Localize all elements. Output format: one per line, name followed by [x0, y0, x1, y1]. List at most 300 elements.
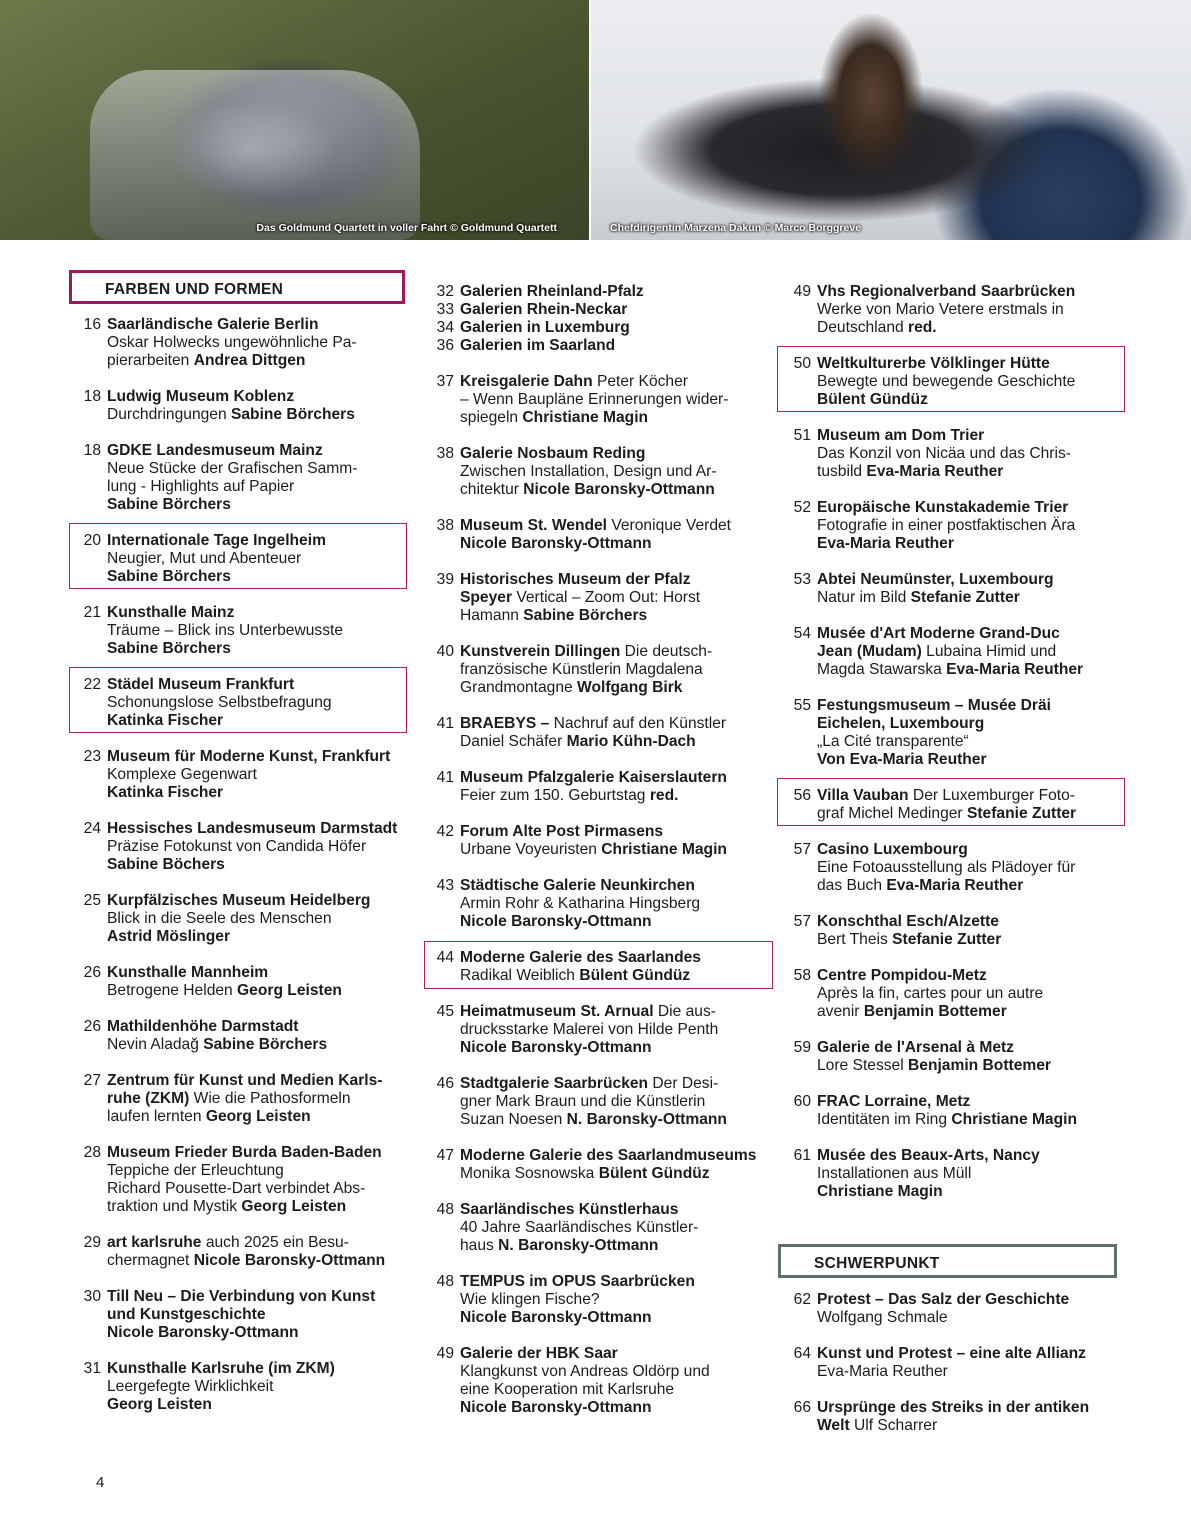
toc-entry-text: [107, 604, 343, 658]
toc-description: Wolfgang Schmale: [817, 1309, 948, 1326]
toc-entry-text: [817, 1345, 1086, 1381]
toc-page-number: 20: [83, 532, 101, 549]
toc-line: [107, 1306, 375, 1324]
toc-page-number: 29: [83, 1234, 101, 1251]
toc-description: französische Künstlerin Magdalena: [460, 661, 703, 678]
section-schwerpunkt: SCHWERPUNKT: [778, 1244, 1117, 1278]
toc-title-line: [460, 445, 717, 463]
toc-description: Das Konzil von Nicäa und das Chris-: [817, 445, 1071, 462]
toc-line: [817, 1003, 1043, 1021]
toc-page-number: 28: [83, 1144, 101, 1161]
toc-author: Nicole Baronsky-Ottmann: [460, 1399, 652, 1416]
toc-description: Die aus-: [653, 1003, 716, 1020]
toc-description: Daniel Schäfer: [460, 733, 567, 750]
toc-author: ruhe (ZKM): [107, 1090, 190, 1107]
toc-title: Galerien in Luxemburg: [460, 319, 630, 336]
toc-line: [817, 373, 1075, 391]
toc-description: Träume – Blick ins Unterbewusste: [107, 622, 344, 639]
caption-right: Chefdirigentin Marzena Dakun © Marco Borggreve: [610, 222, 862, 234]
toc-line: [460, 535, 731, 553]
toc-author: Bülent Gündüz: [598, 1165, 710, 1182]
toc-entry-text: [107, 676, 332, 730]
toc-title: Kunsthalle Mannheim: [107, 964, 269, 981]
toc-title-line: [460, 337, 615, 355]
toc-description: Neugier, Mut und Abenteuer: [107, 550, 302, 567]
toc-title: Villa Vauban: [817, 787, 909, 804]
toc-line: [817, 877, 1075, 895]
toc-title-line: [107, 1360, 335, 1378]
toc-description: haus: [460, 1237, 499, 1254]
toc-author: Nicole Baronsky-Ottmann: [460, 913, 652, 930]
toc-line: [817, 1417, 1089, 1435]
toc-title-line: [460, 1075, 727, 1093]
toc-line: [107, 784, 390, 802]
toc-title: Protest – Das Salz der Geschichte: [817, 1291, 1070, 1308]
toc-page-number: 38: [436, 517, 454, 534]
toc-entry-text: [817, 787, 1076, 823]
toc-title: Kunstverein Dillingen: [460, 643, 621, 660]
toc-entry-text: [817, 967, 1043, 1021]
toc-title-line: [817, 1345, 1086, 1363]
toc-page-number: 58: [793, 967, 811, 984]
toc-description: Fotografie in einer postfaktischen Ära: [817, 517, 1076, 534]
toc-author: Christiane Magin: [601, 841, 727, 858]
toc-description: Der Luxemburger Foto-: [908, 787, 1075, 804]
toc-page-number: 26: [83, 964, 101, 981]
toc-description: Klangkunst von Andreas Oldörp und: [460, 1363, 710, 1380]
toc-title: Museum am Dom Trier: [817, 427, 985, 444]
toc-title-line: [460, 949, 701, 967]
toc-title-line: [817, 841, 1075, 859]
toc-description: Ulf Scharrer: [849, 1417, 938, 1434]
toc-title: TEMPUS im OPUS Saarbrücken: [460, 1273, 695, 1290]
toc-author: Georg Leisten: [241, 1198, 347, 1215]
toc-line: [817, 1363, 1086, 1381]
toc-title: Saarländisches Künstlerhaus: [460, 1201, 679, 1218]
toc-description: Grandmontagne: [460, 679, 578, 696]
toc-line: [460, 1309, 695, 1327]
toc-description: graf Michel Medinger: [817, 805, 967, 822]
toc-entry-text: [817, 697, 1051, 769]
toc-description: „La Cité transparente“: [817, 733, 969, 750]
toc-title: Stadtgalerie Saarbrücken: [460, 1075, 649, 1092]
toc-title: Galerie de l'Arsenal à Metz: [817, 1039, 1014, 1056]
toc-title: Museum Frieder Burda Baden-Baden: [107, 1144, 382, 1161]
toc-author: Sabine Börchers: [107, 568, 231, 585]
page-number: 4: [96, 1474, 105, 1491]
toc-entry-text: [817, 355, 1075, 409]
toc-line: [107, 460, 357, 478]
toc-page-number: 51: [793, 427, 811, 444]
toc-description: Lubaina Himid und: [921, 643, 1057, 660]
toc-page-number: 16: [83, 316, 101, 333]
toc-description: Werke von Mario Vetere erstmals in: [817, 301, 1064, 318]
toc-page-number: 62: [793, 1291, 811, 1308]
toc-entry-text: [817, 1399, 1089, 1435]
toc-description: Veronique Verdet: [607, 517, 731, 534]
toc-author: Benjamin Bottemer: [863, 1003, 1007, 1020]
toc-line: [107, 1090, 383, 1108]
toc-description: eine Kooperation mit Karlsruhe: [460, 1381, 675, 1398]
toc-title: Museum Pfalzgalerie Kaiserslautern: [460, 769, 727, 786]
toc-entry-text: [460, 823, 727, 859]
toc-title-line: [107, 442, 357, 460]
toc-line: [460, 1021, 718, 1039]
toc-description: Präzise Fotokunst von Candida Höfer: [107, 838, 367, 855]
toc-description: drucksstarke Malerei von Hilde Penth: [460, 1021, 719, 1038]
toc-title-line: [107, 316, 357, 334]
toc-title: Museum für Moderne Kunst, Frankfurt: [107, 748, 391, 765]
toc-entry-text: [460, 283, 644, 301]
toc-title-line: [107, 1234, 385, 1252]
toc-title: Abtei Neumünster, Luxembourg: [817, 571, 1054, 588]
toc-author: Christiane Magin: [951, 1111, 1077, 1128]
toc-description: spiegeln: [460, 409, 523, 426]
toc-line: [460, 1165, 756, 1183]
toc-author: Sabine Börchers: [107, 496, 231, 513]
toc-description: Feier zum 150. Geburtstag: [460, 787, 650, 804]
toc-page-number: 41: [436, 769, 454, 786]
toc-title: Galerien Rheinland-Pfalz: [460, 283, 644, 300]
toc-author: Sabine Börchers: [230, 406, 355, 423]
toc-line: [460, 1363, 710, 1381]
toc-line: [107, 910, 370, 928]
toc-description: chermagnet: [107, 1252, 194, 1269]
toc-description: avenir: [817, 1003, 864, 1020]
toc-author: Speyer: [460, 589, 513, 606]
toc-line: [107, 1108, 383, 1126]
toc-line: [107, 982, 342, 1000]
toc-line: [460, 1237, 698, 1255]
toc-description: lung - Highlights auf Papier: [107, 478, 295, 495]
toc-entry-text: [107, 1360, 335, 1414]
toc-line: [817, 751, 1051, 769]
toc-entry-text: [460, 445, 717, 499]
toc-title: Kreisgalerie Dahn: [460, 373, 593, 390]
toc-author: Von Eva-Maria Reuther: [817, 751, 987, 768]
toc-line: [460, 1399, 710, 1417]
toc-entry-text: [460, 571, 700, 625]
toc-entry-text: [460, 301, 627, 319]
toc-line: [460, 1039, 718, 1057]
toc-page-number: 52: [793, 499, 811, 516]
toc-entry-text: [460, 643, 712, 697]
toc-author: Eva-Maria Reuther: [946, 661, 1084, 678]
toc-description: Identitäten im Ring: [817, 1111, 952, 1128]
toc-page-number: 64: [793, 1345, 811, 1362]
toc-title-line: [460, 1345, 710, 1363]
toc-page-number: 36: [436, 337, 454, 354]
toc-title-line: [817, 283, 1075, 301]
toc-title-line: [817, 625, 1083, 643]
toc-description: chitektur: [460, 481, 524, 498]
toc-entry-text: [817, 499, 1075, 553]
toc-line: [817, 1057, 1051, 1075]
toc-author: Christiane Magin: [817, 1183, 943, 1200]
toc-line: [460, 481, 717, 499]
toc-title-line: [107, 748, 390, 766]
toc-line: [817, 589, 1054, 607]
toc-title-line: [460, 823, 727, 841]
toc-title: Forum Alte Post Pirmasens: [460, 823, 664, 840]
toc-entry-text: [817, 571, 1054, 607]
toc-page-number: 41: [436, 715, 454, 732]
toc-page-number: 18: [83, 388, 101, 405]
toc-page-number: 66: [793, 1399, 811, 1416]
toc-description: Armin Rohr & Katharina Hingsberg: [460, 895, 701, 912]
toc-title-line: [817, 1093, 1077, 1111]
toc-description: Betrogene Helden: [107, 982, 238, 999]
toc-page-number: 18: [83, 442, 101, 459]
toc-title-line: [460, 571, 700, 589]
toc-description: traktion und Mystik: [107, 1198, 242, 1215]
toc-title: Weltkulturerbe Völklinger Hütte: [817, 355, 1050, 372]
toc-title: Saarländische Galerie Berlin: [107, 316, 319, 333]
toc-page-number: 60: [793, 1093, 811, 1110]
toc-title-line: [107, 676, 332, 694]
toc-line: [817, 1165, 1040, 1183]
toc-line: [460, 733, 726, 751]
toc-page-number: 22: [83, 676, 101, 693]
toc-title: Moderne Galerie des Saarlandmuseums: [460, 1147, 757, 1164]
toc-author: Eichelen, Luxembourg: [817, 715, 985, 732]
toc-line: [107, 1036, 327, 1054]
toc-description: Radikal Weiblich: [460, 967, 580, 984]
toc-author: N. Baronsky-Ottmann: [566, 1111, 727, 1128]
toc-title: Till Neu – Die Verbindung von Kunst: [107, 1288, 376, 1305]
toc-line: [107, 928, 370, 946]
toc-title: Centre Pompidou-Metz: [817, 967, 987, 984]
toc-page-number: 37: [436, 373, 454, 390]
caption-left: Das Goldmund Quartett in voller Fahrt © Goldmund Quartett: [256, 222, 557, 234]
toc-page-number: 59: [793, 1039, 811, 1056]
toc-title: Galerie Nosbaum Reding: [460, 445, 646, 462]
toc-page-number: 47: [436, 1147, 454, 1164]
toc-entry-text: [817, 427, 1071, 481]
toc-description: Schonungslose Selbstbefragung: [107, 694, 332, 711]
toc-line: [817, 1309, 1069, 1327]
toc-page-number: 53: [793, 571, 811, 588]
toc-description: Vertical – Zoom Out: Horst: [512, 589, 701, 606]
toc-entry-text: [460, 1147, 756, 1183]
toc-author: Sabine Börchers: [523, 607, 648, 624]
toc-title-line: [460, 517, 731, 535]
toc-title: Ursprünge des Streiks in der antiken: [817, 1399, 1090, 1416]
toc-title-line: [460, 1201, 698, 1219]
toc-title-line: [460, 283, 644, 301]
toc-title-line: [460, 1147, 756, 1165]
toc-page-number: 43: [436, 877, 454, 894]
toc-description: Hamann: [460, 607, 524, 624]
toc-entry-text: [460, 877, 700, 931]
toc-line: [817, 301, 1075, 319]
toc-page-number: 48: [436, 1201, 454, 1218]
toc-description: Neue Stücke der Grafischen Samm-: [107, 460, 358, 477]
toc-author: Stefanie Zutter: [910, 589, 1020, 606]
toc-entry-text: [107, 1288, 375, 1342]
toc-title: Heimatmuseum St. Arnual: [460, 1003, 654, 1020]
toc-title: FRAC Lorraine, Metz: [817, 1093, 971, 1110]
toc-entry-text: [460, 1003, 718, 1057]
toc-description: gner Mark Braun und die Künstlerin: [460, 1093, 706, 1110]
toc-description: Après la fin, cartes pour un autre: [817, 985, 1044, 1002]
toc-entry-text: [817, 625, 1083, 679]
toc-entry-text: [107, 316, 357, 370]
toc-author: Astrid Möslinger: [107, 928, 231, 945]
toc-description: Zwischen Installation, Design und Ar-: [460, 463, 717, 480]
toc-author: Bülent Gündüz: [817, 391, 928, 408]
toc-title-line: [107, 820, 397, 838]
toc-line: [460, 967, 701, 985]
toc-line: [817, 715, 1051, 733]
toc-entry-text: [817, 1147, 1040, 1201]
toc-line: [817, 319, 1075, 337]
toc-title: art karlsruhe: [107, 1234, 202, 1251]
toc-line: [107, 550, 326, 568]
toc-page-number: 34: [436, 319, 454, 336]
toc-line: [817, 805, 1076, 823]
toc-line: [817, 517, 1075, 535]
toc-line: [460, 1381, 710, 1399]
toc-page-number: 48: [436, 1273, 454, 1290]
photo-goldmund-quartett: [0, 0, 589, 240]
toc-title: Festungsmuseum – Musée Dräi: [817, 697, 1051, 714]
car-shape: [90, 70, 420, 240]
toc-line: [107, 334, 357, 352]
toc-title-line: [817, 913, 1001, 931]
toc-page-number: 61: [793, 1147, 811, 1164]
toc-description: 40 Jahre Saarländisches Künstler-: [460, 1219, 699, 1236]
toc-author: Georg Leisten: [205, 1108, 311, 1125]
toc-title-line: [107, 1072, 383, 1090]
toc-title-line: [107, 388, 355, 406]
photo-conductor: [591, 0, 1191, 240]
toc-entry-text: [460, 319, 630, 337]
toc-author: red.: [908, 319, 937, 336]
toc-entry-text: [107, 748, 390, 802]
toc-description: Natur im Bild: [817, 589, 911, 606]
toc-line: [817, 661, 1083, 679]
toc-title-line: [817, 787, 1076, 805]
toc-line: [460, 463, 717, 481]
toc-description: Leergefegte Wirklichkeit: [107, 1378, 274, 1395]
toc-title-line: [817, 1291, 1069, 1309]
toc-entry-text: [107, 532, 326, 586]
toc-title: Galerien im Saarland: [460, 337, 616, 354]
toc-line: [460, 1093, 727, 1111]
toc-author: Wolfgang Birk: [577, 679, 683, 696]
toc-description: Komplexe Gegenwart: [107, 766, 257, 783]
toc-line: [460, 607, 700, 625]
toc-author: Andrea Dittgen: [193, 352, 306, 369]
toc-author: Bülent Gündüz: [579, 967, 691, 984]
toc-description: Peter Köcher: [592, 373, 688, 390]
toc-description: Nachruf auf den Künstler: [549, 715, 727, 732]
toc-title: Internationale Tage Ingelheim: [107, 532, 326, 549]
toc-entry-text: [460, 1273, 695, 1327]
toc-entry-text: [460, 337, 615, 355]
toc-page-number: 23: [83, 748, 101, 765]
toc-page-number: 25: [83, 892, 101, 909]
toc-entry-text: [817, 1039, 1051, 1075]
toc-page-number: 33: [436, 301, 454, 318]
toc-line: [460, 589, 700, 607]
toc-line: [107, 1396, 335, 1414]
toc-line: [107, 352, 357, 370]
toc-entry-text: [460, 517, 731, 553]
toc-title: Kurpfälzisches Museum Heidelberg: [107, 892, 371, 909]
toc-entry-text: [460, 1075, 727, 1129]
toc-description: Wie klingen Fische?: [460, 1291, 600, 1308]
toc-title: Museum St. Wendel: [460, 517, 608, 534]
toc-author: Christiane Magin: [522, 409, 649, 426]
toc-title: Kunsthalle Mainz: [107, 604, 235, 621]
toc-description: Wie die Pathosformeln: [189, 1090, 351, 1107]
toc-description: Magda Stawarska: [817, 661, 947, 678]
toc-page-number: 27: [83, 1072, 101, 1089]
toc-title: Galerien Rhein-Neckar: [460, 301, 628, 318]
toc-title-line: [107, 964, 342, 982]
toc-line: [107, 1162, 382, 1180]
toc-author: Sabine Börchers: [203, 1036, 328, 1053]
toc-author: Nicole Baronsky-Ottmann: [107, 1324, 299, 1341]
toc-title-line: [817, 571, 1054, 589]
toc-author: Stefanie Zutter: [966, 805, 1077, 822]
toc-title-line: [107, 604, 343, 622]
toc-title: Mathildenhöhe Darmstadt: [107, 1018, 299, 1035]
toc-entry-text: [107, 442, 357, 514]
toc-description: Eine Fotoausstellung als Plädoyer für: [817, 859, 1076, 876]
toc-entry-text: [107, 892, 370, 946]
toc-entry-text: [460, 715, 726, 751]
toc-line: [107, 622, 343, 640]
toc-description: Blick in die Seele des Menschen: [107, 910, 332, 927]
toc-line: [817, 643, 1083, 661]
toc-page-number: 26: [83, 1018, 101, 1035]
toc-line: [817, 535, 1075, 553]
toc-page-number: 30: [83, 1288, 101, 1305]
toc-description: Teppiche der Erleuchtung: [107, 1162, 284, 1179]
toc-line: [460, 1111, 727, 1129]
toc-title: Hessisches Landesmuseum Darmstadt: [107, 820, 398, 837]
toc-line: [460, 391, 728, 409]
toc-line: [817, 445, 1071, 463]
toc-entry-text: [107, 964, 342, 1000]
toc-description: Urbane Voyeuristen: [460, 841, 602, 858]
toc-page-number: 49: [436, 1345, 454, 1362]
toc-title-line: [817, 1039, 1051, 1057]
toc-title-line: [817, 967, 1043, 985]
toc-line: [460, 895, 700, 913]
toc-description: Der Desi-: [648, 1075, 719, 1092]
toc-author: Eva-Maria Reuther: [866, 463, 1004, 480]
toc-page-number: 57: [793, 841, 811, 858]
toc-author: Georg Leisten: [237, 982, 342, 999]
toc-line: [817, 1183, 1040, 1201]
toc-page-number: 57: [793, 913, 811, 930]
toc-title-line: [460, 373, 728, 391]
toc-author: red.: [649, 787, 679, 804]
toc-title-line: [460, 643, 712, 661]
toc-line: [460, 409, 728, 427]
header-photos: [0, 0, 1191, 240]
toc-title-line: [817, 1147, 1040, 1165]
toc-line: [107, 838, 397, 856]
toc-line: [817, 733, 1051, 751]
toc-line: [107, 406, 355, 424]
toc-entry-text: [107, 388, 355, 424]
toc-page-number: 39: [436, 571, 454, 588]
